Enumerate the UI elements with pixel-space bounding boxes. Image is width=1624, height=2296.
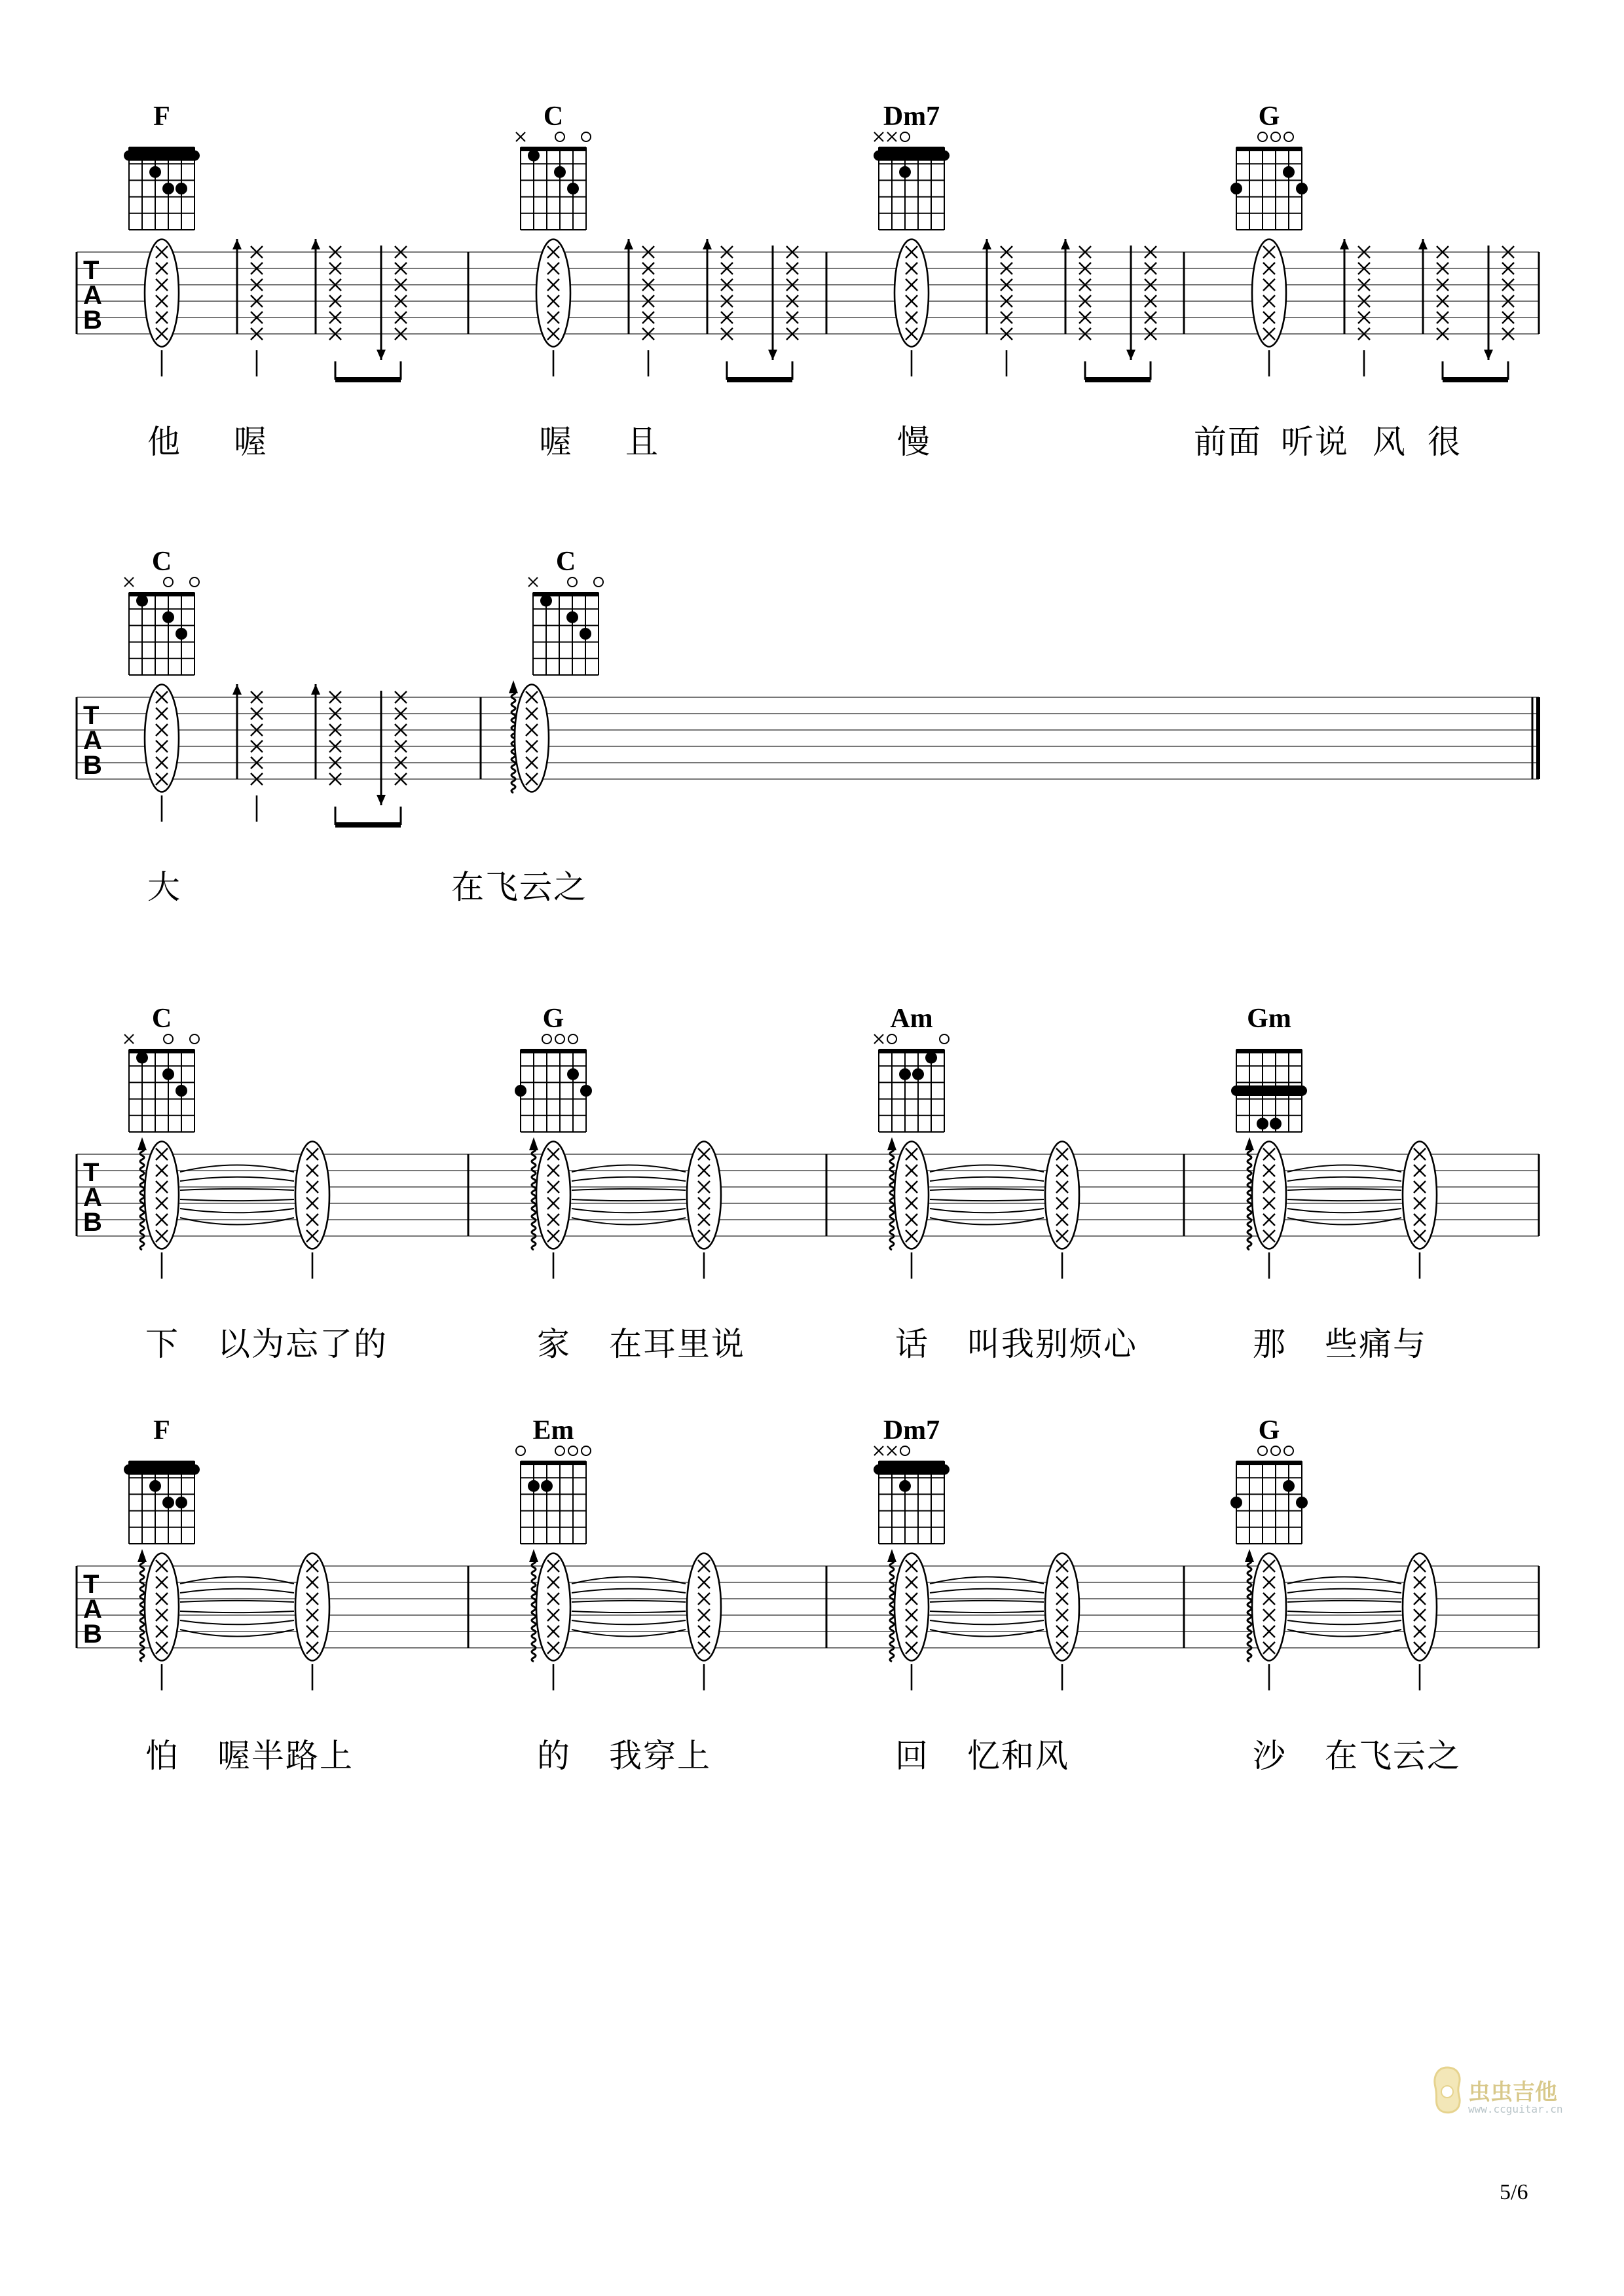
open-string-marker xyxy=(1271,132,1280,141)
tie-curve xyxy=(572,1199,686,1201)
open-string-marker xyxy=(1284,1446,1293,1455)
lyric-text: 那 xyxy=(1253,1325,1287,1363)
finger-dot xyxy=(136,1052,148,1064)
open-string-marker xyxy=(164,1034,173,1044)
tie-curve xyxy=(180,1218,294,1225)
tie-curve xyxy=(572,1177,686,1181)
tie-curve xyxy=(1287,1199,1401,1201)
lyric-text: 下 xyxy=(145,1325,179,1363)
rhythm-beam xyxy=(727,377,792,382)
arpeggio-arrowhead xyxy=(138,1137,147,1150)
tie-curve xyxy=(572,1589,686,1593)
open-string-marker xyxy=(940,1034,949,1044)
tab-clef-letter: T xyxy=(83,701,100,730)
strum-arrowhead xyxy=(1340,239,1349,249)
lyric-text: 沙 xyxy=(1253,1737,1287,1775)
chord-diagram-G xyxy=(515,1034,592,1132)
arpeggio-wave xyxy=(532,1148,536,1250)
finger-dot xyxy=(899,1068,911,1080)
chord-ellipse xyxy=(1045,1142,1079,1249)
chord-ellipse xyxy=(895,1142,929,1249)
open-string-marker xyxy=(1258,1446,1267,1455)
lyric-text: 些痛与 xyxy=(1325,1325,1427,1363)
chord-ellipse xyxy=(1252,1554,1286,1661)
rhythm-beam xyxy=(1443,377,1508,382)
chord-ellipse xyxy=(687,1142,721,1249)
arpeggio-wave xyxy=(532,1559,536,1662)
logo-url: www.ccguitar.cn xyxy=(1468,2103,1563,2115)
chord-ellipse xyxy=(145,240,179,347)
strum-arrowhead xyxy=(1484,350,1493,360)
chord-ellipse xyxy=(515,685,549,792)
tie-curve xyxy=(180,1209,294,1212)
chord-ellipse xyxy=(1045,1554,1079,1661)
arpeggio-arrowhead xyxy=(509,680,518,693)
strum-arrowhead xyxy=(377,795,386,805)
tab-system xyxy=(77,1549,1539,1690)
rhythm-beam xyxy=(335,822,401,828)
finger-dot xyxy=(149,166,161,178)
tab-clef-letter: A xyxy=(83,726,102,755)
chord-ellipse xyxy=(145,1554,179,1661)
tab-clef-letter: B xyxy=(83,1208,102,1237)
chord-ellipse xyxy=(145,1142,179,1249)
tie-curve xyxy=(1287,1177,1401,1181)
chord-ellipse xyxy=(1403,1554,1437,1661)
chord-name: G xyxy=(1258,101,1280,132)
open-string-marker xyxy=(542,1034,551,1044)
open-string-marker xyxy=(594,577,603,587)
strum-arrowhead xyxy=(377,350,386,360)
finger-dot xyxy=(567,183,579,194)
strum-arrowhead xyxy=(624,239,633,249)
finger-dot xyxy=(925,1052,937,1064)
chord-ellipse xyxy=(295,1142,329,1249)
arpeggio-arrowhead xyxy=(887,1137,896,1150)
lyric-text: 听说 xyxy=(1281,423,1349,461)
chord-diagram-G xyxy=(1230,1446,1308,1544)
finger-dot xyxy=(1230,1497,1242,1508)
tie-curve xyxy=(930,1589,1044,1593)
tab-system xyxy=(77,239,1539,382)
chord-diagram-C xyxy=(124,1034,199,1132)
chord-ellipse xyxy=(895,240,929,347)
lyric-text: 慢 xyxy=(897,423,931,461)
chord-name: G xyxy=(1258,1415,1280,1446)
arpeggio-arrowhead xyxy=(1245,1549,1254,1562)
lyric-text: 在耳里说 xyxy=(609,1325,745,1363)
arpeggio-arrowhead xyxy=(887,1549,896,1562)
tie-curve xyxy=(1287,1189,1401,1190)
arpeggio-wave xyxy=(890,1148,894,1250)
tie-curve xyxy=(930,1218,1044,1225)
barre-mark xyxy=(874,151,950,161)
strum-arrowhead xyxy=(982,239,991,249)
chord-ellipse xyxy=(1252,1142,1286,1249)
chord-diagram-Em xyxy=(516,1446,591,1544)
tab-clef-letter: T xyxy=(83,256,100,285)
finger-dot xyxy=(899,1480,911,1492)
tie-curve xyxy=(180,1589,294,1593)
chord-ellipse xyxy=(536,1142,570,1249)
open-string-marker xyxy=(1284,132,1293,141)
chord-name: C xyxy=(151,1004,172,1034)
open-string-marker xyxy=(190,577,199,587)
lyric-text: 话 xyxy=(895,1325,929,1363)
tab-clef-letter: B xyxy=(83,751,102,780)
chord-name: Dm7 xyxy=(883,1415,940,1446)
barre-mark xyxy=(874,1465,950,1475)
arpeggio-wave xyxy=(140,1148,144,1250)
tab-system xyxy=(77,1137,1539,1279)
open-string-marker xyxy=(190,1034,199,1044)
tie-curve xyxy=(572,1218,686,1225)
finger-dot xyxy=(162,1068,174,1080)
finger-dot xyxy=(175,1085,187,1097)
finger-dot xyxy=(1270,1118,1282,1129)
lyric-text: 怕 xyxy=(145,1737,179,1775)
chord-ellipse xyxy=(687,1554,721,1661)
finger-dot xyxy=(175,1497,187,1508)
tie-curve xyxy=(930,1611,1044,1613)
tie-curve xyxy=(930,1620,1044,1624)
chord-name: C xyxy=(543,101,564,132)
arpeggio-arrowhead xyxy=(529,1549,538,1562)
rhythm-beam xyxy=(335,377,401,382)
tab-clef-letter: B xyxy=(83,306,102,335)
tie-curve xyxy=(930,1601,1044,1602)
lyric-text: 在飞云之 xyxy=(1325,1737,1461,1775)
finger-dot xyxy=(528,1480,540,1492)
tab-system xyxy=(77,680,1540,828)
tab-clef-letter: A xyxy=(83,281,102,310)
chord-name: Dm7 xyxy=(883,101,940,132)
lyric-text: 风 xyxy=(1373,423,1407,461)
lyric-text: 我穿上 xyxy=(609,1737,711,1775)
chord-diagram-C xyxy=(124,577,199,675)
finger-dot xyxy=(566,611,578,623)
finger-dot xyxy=(136,595,148,607)
tie-curve xyxy=(1287,1601,1401,1602)
tie-curve xyxy=(180,1601,294,1602)
tie-curve xyxy=(180,1177,294,1181)
open-string-marker xyxy=(568,1446,578,1455)
finger-dot xyxy=(175,183,187,194)
logo-name: 虫虫吉他 xyxy=(1468,2079,1557,2105)
chord-diagram-Am xyxy=(874,1034,949,1132)
chord-name: F xyxy=(153,1415,170,1446)
lyric-text: 叫我别烦心 xyxy=(967,1325,1137,1363)
arpeggio-wave xyxy=(890,1559,894,1662)
open-string-marker xyxy=(1271,1446,1280,1455)
page-number: 5/6 xyxy=(1500,2180,1528,2204)
finger-dot xyxy=(580,1085,592,1097)
chord-ellipse xyxy=(1252,240,1286,347)
lyric-text: 他 xyxy=(147,423,181,461)
chord-ellipse xyxy=(895,1554,929,1661)
chord-name: F xyxy=(153,101,170,132)
finger-dot xyxy=(912,1068,924,1080)
finger-dot xyxy=(162,1497,174,1508)
tie-curve xyxy=(1287,1620,1401,1624)
lyric-text: 以为忘了的 xyxy=(217,1325,388,1363)
arpeggio-wave xyxy=(140,1559,144,1662)
open-string-marker xyxy=(581,1446,591,1455)
chord-diagram-Gm xyxy=(1231,1049,1307,1132)
finger-dot xyxy=(1283,1480,1295,1492)
tie-curve xyxy=(1287,1589,1401,1593)
chord-ellipse xyxy=(1403,1142,1437,1249)
tie-curve xyxy=(180,1189,294,1190)
strum-arrowhead xyxy=(311,684,320,695)
finger-dot xyxy=(580,628,591,640)
site-logo xyxy=(1428,2062,1598,2121)
open-string-marker xyxy=(516,1446,525,1455)
finger-dot xyxy=(899,166,911,178)
lyric-text: 家 xyxy=(537,1325,571,1363)
chord-name: Em xyxy=(532,1415,574,1446)
tie-curve xyxy=(930,1189,1044,1190)
lyric-text: 很 xyxy=(1428,423,1462,461)
finger-dot xyxy=(541,1480,553,1492)
strum-arrowhead xyxy=(311,239,320,249)
tie-curve xyxy=(930,1177,1044,1181)
tie-curve xyxy=(572,1189,686,1190)
tie-curve xyxy=(930,1199,1044,1201)
barre-mark xyxy=(124,151,200,161)
finger-dot xyxy=(175,628,187,640)
tab-clef-letter: A xyxy=(83,1183,102,1212)
open-string-marker xyxy=(568,577,577,587)
lyric-text: 且 xyxy=(625,423,659,461)
chord-diagram-Dm7 xyxy=(874,1446,950,1544)
strum-arrowhead xyxy=(232,684,242,695)
barre-mark xyxy=(1231,1085,1307,1096)
lyric-text: 大 xyxy=(147,868,181,906)
tab-clef-letter: T xyxy=(83,1570,100,1599)
lyric-text: 喔 xyxy=(539,423,573,461)
strum-arrowhead xyxy=(768,350,777,360)
tie-curve xyxy=(180,1611,294,1613)
chord-diagram-Dm7 xyxy=(874,132,950,230)
finger-dot xyxy=(1230,183,1242,194)
open-string-marker xyxy=(555,1446,564,1455)
lyric-text: 回 xyxy=(895,1737,929,1775)
open-string-marker xyxy=(887,1034,896,1044)
arpeggio-arrowhead xyxy=(138,1549,147,1562)
tie-curve xyxy=(572,1611,686,1613)
chord-name: C xyxy=(151,547,172,577)
chord-ellipse xyxy=(145,685,179,792)
chord-ellipse xyxy=(536,240,570,347)
strum-arrowhead xyxy=(1126,350,1135,360)
chord-name: C xyxy=(555,547,576,577)
strum-arrowhead xyxy=(1061,239,1070,249)
chord-diagram-G xyxy=(1230,132,1308,230)
tie-curve xyxy=(572,1601,686,1602)
barre-mark xyxy=(124,1465,200,1475)
tab-clef-letter: T xyxy=(83,1158,100,1187)
finger-dot xyxy=(162,183,174,194)
chord-diagram-F xyxy=(124,1461,200,1544)
arpeggio-arrowhead xyxy=(1245,1137,1254,1150)
lyric-text: 忆和风 xyxy=(967,1737,1069,1775)
open-string-marker xyxy=(568,1034,578,1044)
tie-curve xyxy=(572,1630,686,1637)
chord-name: G xyxy=(542,1004,564,1034)
tie-curve xyxy=(180,1199,294,1201)
open-string-marker xyxy=(555,132,564,141)
tie-curve xyxy=(930,1209,1044,1212)
chord-ellipse xyxy=(295,1554,329,1661)
chord-ellipse xyxy=(536,1554,570,1661)
chord-name: Am xyxy=(890,1004,933,1034)
finger-dot xyxy=(528,150,540,162)
chord-diagram-F xyxy=(124,147,200,230)
lyric-text: 前面 xyxy=(1194,423,1262,461)
strum-arrowhead xyxy=(703,239,712,249)
strum-arrowhead xyxy=(232,239,242,249)
lyric-text: 在飞云之 xyxy=(451,868,587,906)
finger-dot xyxy=(1257,1118,1268,1129)
guitar-logo-icon xyxy=(1428,2062,1467,2115)
open-string-marker xyxy=(1258,132,1267,141)
tie-curve xyxy=(1287,1209,1401,1212)
tab-clef-letter: A xyxy=(83,1595,102,1624)
strum-arrowhead xyxy=(1418,239,1428,249)
finger-dot xyxy=(1283,166,1295,178)
open-string-marker xyxy=(164,577,173,587)
tie-curve xyxy=(1287,1218,1401,1225)
finger-dot xyxy=(149,1480,161,1492)
tie-curve xyxy=(180,1630,294,1637)
tie-curve xyxy=(572,1620,686,1624)
rhythm-beam xyxy=(1085,377,1151,382)
tie-curve xyxy=(1287,1611,1401,1613)
finger-dot xyxy=(540,595,552,607)
tab-clef-letter: B xyxy=(83,1620,102,1649)
lyric-text: 的 xyxy=(537,1737,571,1775)
tie-curve xyxy=(572,1209,686,1212)
final-barline-thick xyxy=(1536,697,1540,779)
finger-dot xyxy=(567,1068,579,1080)
tie-curve xyxy=(1287,1630,1401,1637)
arpeggio-wave xyxy=(1247,1559,1251,1662)
tie-curve xyxy=(930,1630,1044,1637)
finger-dot xyxy=(1296,1497,1308,1508)
open-string-marker xyxy=(900,1446,910,1455)
finger-dot xyxy=(1296,183,1308,194)
arpeggio-wave xyxy=(1247,1148,1251,1250)
chord-diagram-C xyxy=(516,132,591,230)
lyric-text: 喔 xyxy=(234,423,268,461)
open-string-marker xyxy=(555,1034,564,1044)
open-string-marker xyxy=(900,132,910,141)
chord-diagram-C xyxy=(528,577,603,675)
finger-dot xyxy=(162,611,174,623)
lyric-text: 喔半路上 xyxy=(217,1737,354,1775)
arpeggio-arrowhead xyxy=(529,1137,538,1150)
open-string-marker xyxy=(581,132,591,141)
tie-curve xyxy=(180,1620,294,1624)
finger-dot xyxy=(554,166,566,178)
finger-dot xyxy=(515,1085,526,1097)
chord-name: Gm xyxy=(1247,1004,1291,1034)
